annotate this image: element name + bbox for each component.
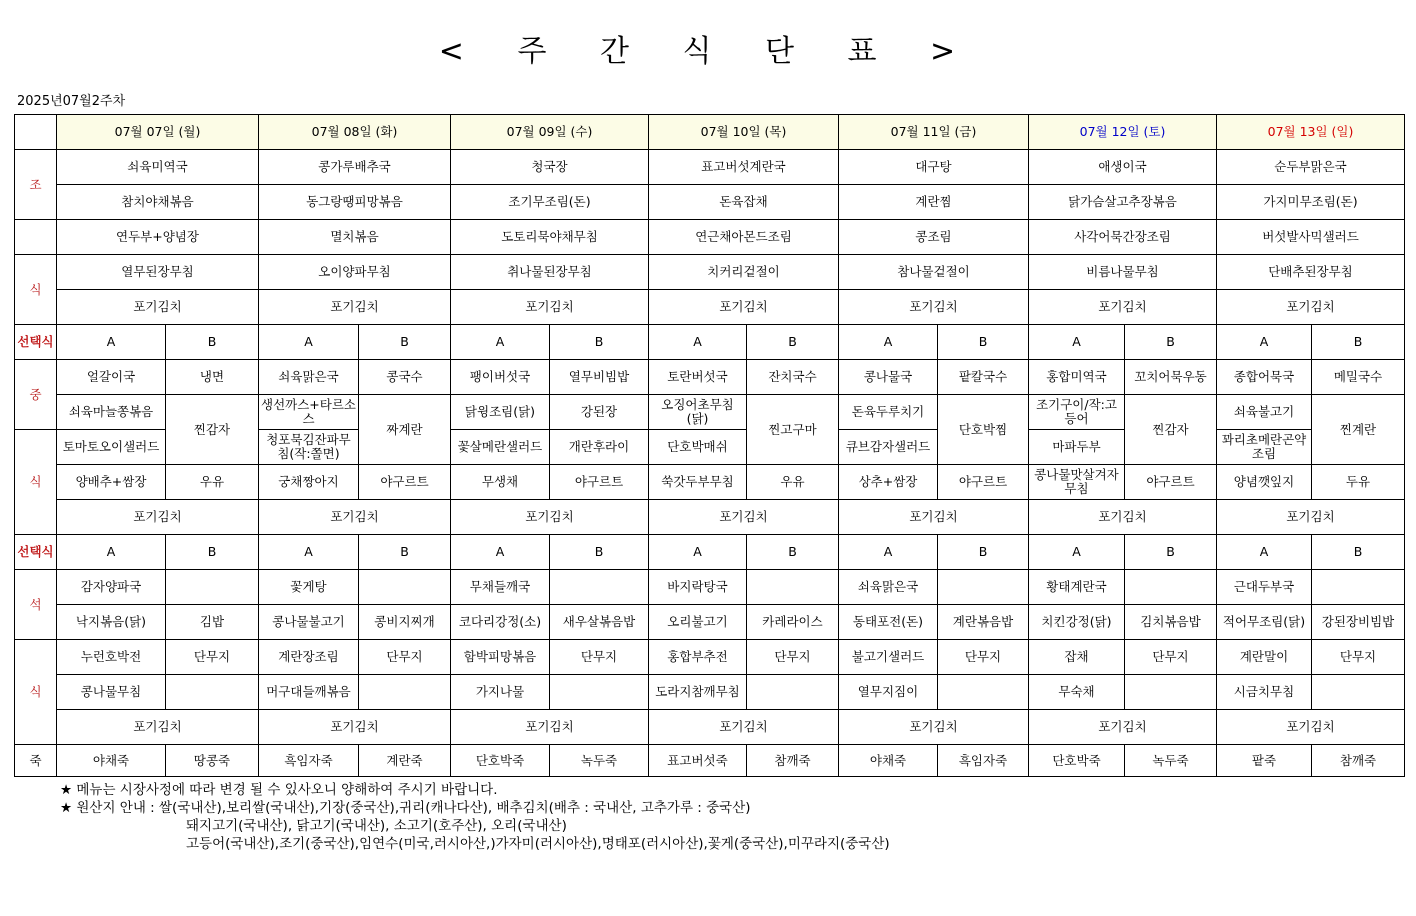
lunch-kimchi: 포기김치 — [451, 500, 649, 535]
option-a-label: A — [649, 325, 747, 360]
dinner-item-a: 동태포전(돈) — [839, 605, 938, 640]
dinner-item-b: 단무지 — [359, 640, 451, 675]
lunch-item-a: 토마토오이샐러드 — [57, 430, 166, 465]
porridge-item: 단호박죽 — [451, 745, 550, 777]
notes — [60, 781, 890, 853]
lunch-item-b: 야구르트 — [359, 465, 451, 500]
lunch-item-a: 돈육두루치기 — [839, 395, 938, 430]
lunch-item-b: 야구르트 — [1125, 465, 1217, 500]
lunch-item-a: 양념깻잎지 — [1217, 465, 1312, 500]
category-breakfast: 조 — [15, 150, 57, 220]
dinner-item-a: 머구대들깨볶음 — [259, 675, 359, 710]
option-a-label: A — [1029, 325, 1125, 360]
day-header: 07월 10일 (목) — [649, 115, 839, 150]
dinner-item-b-empty — [1312, 675, 1405, 710]
lunch-item-b: 찐감자 — [1125, 395, 1217, 465]
option-b-label: B — [747, 535, 839, 570]
dinner-item-b: 콩비지찌개 — [359, 605, 451, 640]
porridge-item: 단호박죽 — [1029, 745, 1125, 777]
category-lunch: 중 — [15, 360, 57, 430]
option-b-label: B — [1125, 325, 1217, 360]
lunch-kimchi: 포기김치 — [57, 500, 259, 535]
lunch-item-a: 무생채 — [451, 465, 550, 500]
lunch-item-a: 종합어묵국 — [1217, 360, 1312, 395]
breakfast-item: 동그랑땡피망볶음 — [259, 185, 451, 220]
breakfast-item: 버섯발사믹샐러드 — [1217, 220, 1405, 255]
breakfast-item: 순두부맑은국 — [1217, 150, 1405, 185]
lunch-item-a: 조기구이/작:고등어 — [1029, 395, 1125, 430]
note-line: 고등어(국내산),조기(중국산),임연수(미국,러시아산,)가자미(러시아산),명태포(러시아산),꽃게(중국산),미꾸라지(중국산) — [186, 836, 890, 852]
dinner-item-b-empty — [166, 675, 259, 710]
lunch-kimchi: 포기김치 — [839, 500, 1029, 535]
breakfast-item: 열무된장무침 — [57, 255, 259, 290]
dinner-kimchi: 포기김치 — [839, 710, 1029, 745]
porridge-item: 표고버섯죽 — [649, 745, 747, 777]
breakfast-item: 도토리묵야채무침 — [451, 220, 649, 255]
breakfast-item: 연두부+양념장 — [57, 220, 259, 255]
lunch-item-a: 토란버섯국 — [649, 360, 747, 395]
lunch-item-b: 찐계란 — [1312, 395, 1405, 465]
lunch-kimchi: 포기김치 — [649, 500, 839, 535]
dinner-item-a: 적어무조림(닭) — [1217, 605, 1312, 640]
lunch-item-b: 우유 — [166, 465, 259, 500]
lunch-item-b: 단호박찜 — [938, 395, 1029, 465]
dinner-item-a: 가지나물 — [451, 675, 550, 710]
breakfast-item: 포기김치 — [57, 290, 259, 325]
option-a-label: A — [259, 325, 359, 360]
lunch-item-a: 팽이버섯국 — [451, 360, 550, 395]
option-a-label: A — [259, 535, 359, 570]
lunch-item-a: 궁채짱아지 — [259, 465, 359, 500]
breakfast-item: 멸치볶음 — [259, 220, 451, 255]
breakfast-item: 취나물된장무침 — [451, 255, 649, 290]
porridge-item: 흑임자죽 — [938, 745, 1029, 777]
lunch-item-a: 오징어초무침(닭) — [649, 395, 747, 430]
breakfast-item: 포기김치 — [649, 290, 839, 325]
breakfast-item: 포기김치 — [1029, 290, 1217, 325]
lunch-item-a: 상추+쌈장 — [839, 465, 938, 500]
dinner-item-b: 강된장비빔밥 — [1312, 605, 1405, 640]
breakfast-item: 포기김치 — [259, 290, 451, 325]
page-title: < 주 간 식 단 표 > — [438, 34, 978, 69]
breakfast-item: 대구탕 — [839, 150, 1029, 185]
note-line: 돼지고기(국내산), 닭고기(국내산), 소고기(호주산), 오리(국내산) — [186, 818, 567, 834]
dinner-item-a: 홍합부추전 — [649, 640, 747, 675]
dinner-item-b-empty — [359, 675, 451, 710]
option-b-label: B — [747, 325, 839, 360]
lunch-item-a: 큐브감자샐러드 — [839, 430, 938, 465]
breakfast-item: 포기김치 — [451, 290, 649, 325]
dinner-item-b: 단무지 — [938, 640, 1029, 675]
dinner-item-a: 불고기샐러드 — [839, 640, 938, 675]
lunch-kimchi: 포기김치 — [259, 500, 451, 535]
dinner-item-b-empty — [747, 675, 839, 710]
lunch-item-b: 개란후라이 — [550, 430, 649, 465]
dinner-item-b-empty — [550, 570, 649, 605]
dinner-item-a: 도라지참깨무침 — [649, 675, 747, 710]
option-b-label: B — [1312, 325, 1405, 360]
lunch-kimchi: 포기김치 — [1217, 500, 1405, 535]
category-lunch: 식 — [15, 430, 57, 535]
option-b-label: B — [550, 325, 649, 360]
dinner-item-a: 오리불고기 — [649, 605, 747, 640]
lunch-item-b: 짜계란 — [359, 395, 451, 465]
dinner-item-a: 바지락탕국 — [649, 570, 747, 605]
dinner-item-b: 단무지 — [166, 640, 259, 675]
dinner-item-b: 단무지 — [1312, 640, 1405, 675]
dinner-item-b: 단무지 — [747, 640, 839, 675]
dinner-item-a: 낙지볶음(닭) — [57, 605, 166, 640]
porridge-item: 참깨죽 — [1312, 745, 1405, 777]
option-b-label: B — [550, 535, 649, 570]
dinner-kimchi: 포기김치 — [1029, 710, 1217, 745]
day-header: 07월 08일 (화) — [259, 115, 451, 150]
lunch-item-a: 쇠육마늘쫑볶음 — [57, 395, 166, 430]
dinner-kimchi: 포기김치 — [259, 710, 451, 745]
lunch-item-a: 단호박매쉬 — [649, 430, 747, 465]
dinner-item-b-empty — [1125, 675, 1217, 710]
breakfast-item: 비름나물무침 — [1029, 255, 1217, 290]
lunch-item-a: 생선까스+타르소스 — [259, 395, 359, 430]
breakfast-item: 닭가슴살고추장볶음 — [1029, 185, 1217, 220]
dinner-item-b-empty — [938, 675, 1029, 710]
option-b-label: B — [1312, 535, 1405, 570]
lunch-item-a: 꽈리초메란곤약조림 — [1217, 430, 1312, 465]
lunch-item-a: 콩나물맛살겨자무침 — [1029, 465, 1125, 500]
note-line: ★ 원산지 안내 : 쌀(국내산),보리쌀(국내산),기장(중국산),귀리(캐나다산), 배추김치(배추 : 국내산, 고추가루 : 중국산) — [60, 800, 751, 816]
dinner-item-b-empty — [359, 570, 451, 605]
breakfast-item: 가지미무조림(돈) — [1217, 185, 1405, 220]
option-b-label: B — [1125, 535, 1217, 570]
day-header: 07월 07일 (월) — [57, 115, 259, 150]
dinner-item-b: 김치볶음밥 — [1125, 605, 1217, 640]
dinner-item-b-empty — [938, 570, 1029, 605]
breakfast-item: 참나물겉절이 — [839, 255, 1029, 290]
option-a-label: A — [1029, 535, 1125, 570]
category-porridge: 죽 — [15, 745, 57, 777]
breakfast-item: 쇠육미역국 — [57, 150, 259, 185]
dinner-item-a: 열무지짐이 — [839, 675, 938, 710]
lunch-item-b: 두유 — [1312, 465, 1405, 500]
lunch-item-b: 강된장 — [550, 395, 649, 430]
day-header: 07월 13일 (일) — [1217, 115, 1405, 150]
lunch-item-a: 콩나물국 — [839, 360, 938, 395]
lunch-item-b: 메밀국수 — [1312, 360, 1405, 395]
dinner-item-a: 치킨강정(닭) — [1029, 605, 1125, 640]
porridge-item: 녹두죽 — [1125, 745, 1217, 777]
option-b-label: B — [359, 535, 451, 570]
category-dinner: 식 — [15, 640, 57, 745]
lunch-item-a: 닭윙조림(닭) — [451, 395, 550, 430]
dinner-item-b-empty — [1125, 570, 1217, 605]
option-a-label: A — [451, 325, 550, 360]
breakfast-item: 사각어묵간장조림 — [1029, 220, 1217, 255]
breakfast-item: 애생이국 — [1029, 150, 1217, 185]
dinner-kimchi: 포기김치 — [1217, 710, 1405, 745]
note-line: ★ 메뉴는 시장사정에 따라 변경 될 수 있사오니 양해하여 주시기 바랍니다. — [60, 782, 498, 798]
lunch-item-a: 꽃살메란샐러드 — [451, 430, 550, 465]
porridge-item: 야채죽 — [839, 745, 938, 777]
option-a-label: A — [57, 325, 166, 360]
option-a-label: A — [649, 535, 747, 570]
option-a-label: A — [839, 325, 938, 360]
breakfast-item: 포기김치 — [1217, 290, 1405, 325]
lunch-item-b: 꼬치어묵우동 — [1125, 360, 1217, 395]
dinner-item-b: 새우살볶음밥 — [550, 605, 649, 640]
breakfast-item: 표고버섯계란국 — [649, 150, 839, 185]
dinner-item-b: 단무지 — [550, 640, 649, 675]
dinner-item-b-empty — [166, 570, 259, 605]
lunch-item-b: 야구르트 — [550, 465, 649, 500]
week-label: 2025년07월2주차 — [17, 94, 126, 109]
dinner-item-a: 계란장조림 — [259, 640, 359, 675]
breakfast-item: 단배추된장무침 — [1217, 255, 1405, 290]
lunch-item-a: 마파두부 — [1029, 430, 1125, 465]
dinner-item-a: 꽃게탕 — [259, 570, 359, 605]
lunch-item-b: 팥칼국수 — [938, 360, 1029, 395]
breakfast-item: 연근채아몬드조림 — [649, 220, 839, 255]
lunch-item-b: 찐감자 — [166, 395, 259, 465]
category-breakfast: 식 — [15, 255, 57, 325]
category-selection: 선택식 — [15, 535, 57, 570]
dinner-item-a: 황태계란국 — [1029, 570, 1125, 605]
dinner-item-a: 시금치무침 — [1217, 675, 1312, 710]
breakfast-item: 계란찜 — [839, 185, 1029, 220]
lunch-item-b: 찐고구마 — [747, 395, 839, 465]
dinner-item-b: 김밥 — [166, 605, 259, 640]
dinner-item-b-empty — [1312, 570, 1405, 605]
option-b-label: B — [166, 535, 259, 570]
dinner-kimchi: 포기김치 — [57, 710, 259, 745]
breakfast-item: 조기무조림(돈) — [451, 185, 649, 220]
breakfast-item: 콩가루배추국 — [259, 150, 451, 185]
porridge-item: 땅콩죽 — [166, 745, 259, 777]
option-a-label: A — [57, 535, 166, 570]
porridge-item: 참깨죽 — [747, 745, 839, 777]
category-dinner: 석 — [15, 570, 57, 640]
breakfast-item: 오이양파무침 — [259, 255, 451, 290]
dinner-kimchi: 포기김치 — [649, 710, 839, 745]
lunch-item-b: 야구르트 — [938, 465, 1029, 500]
breakfast-item: 참치야채볶음 — [57, 185, 259, 220]
category-selection: 선택식 — [15, 325, 57, 360]
breakfast-item: 돈육잡채 — [649, 185, 839, 220]
lunch-item-b: 우유 — [747, 465, 839, 500]
dinner-item-a: 잡채 — [1029, 640, 1125, 675]
dinner-item-a: 함박피망볶음 — [451, 640, 550, 675]
dinner-item-a: 쇠육맑은국 — [839, 570, 938, 605]
option-b-label: B — [359, 325, 451, 360]
weekly-menu-table — [14, 114, 1405, 777]
breakfast-item: 콩조림 — [839, 220, 1029, 255]
option-a-label: A — [1217, 535, 1312, 570]
porridge-item: 흑임자죽 — [259, 745, 359, 777]
option-a-label: A — [1217, 325, 1312, 360]
dinner-item-b: 카레라이스 — [747, 605, 839, 640]
day-header: 07월 12일 (토) — [1029, 115, 1217, 150]
day-header: 07월 11일 (금) — [839, 115, 1029, 150]
lunch-item-a: 홍합미역국 — [1029, 360, 1125, 395]
lunch-item-a: 쇠육맑은국 — [259, 360, 359, 395]
porridge-item: 야채죽 — [57, 745, 166, 777]
lunch-item-a: 얼갈이국 — [57, 360, 166, 395]
lunch-item-a: 양배추+쌈장 — [57, 465, 166, 500]
breakfast-item: 포기김치 — [839, 290, 1029, 325]
breakfast-item: 청국장 — [451, 150, 649, 185]
option-b-label: B — [166, 325, 259, 360]
lunch-item-a: 쑥갓두부무침 — [649, 465, 747, 500]
lunch-item-b: 잔치국수 — [747, 360, 839, 395]
lunch-item-a: 쇠육불고기 — [1217, 395, 1312, 430]
porridge-item: 팥죽 — [1217, 745, 1312, 777]
dinner-kimchi: 포기김치 — [451, 710, 649, 745]
lunch-item-b: 냉면 — [166, 360, 259, 395]
dinner-item-a: 계란말이 — [1217, 640, 1312, 675]
category-breakfast-mid — [15, 220, 57, 255]
dinner-item-a: 근대두부국 — [1217, 570, 1312, 605]
dinner-item-b: 단무지 — [1125, 640, 1217, 675]
dinner-item-a: 무채들깨국 — [451, 570, 550, 605]
dinner-item-a: 감자양파국 — [57, 570, 166, 605]
option-b-label: B — [938, 535, 1029, 570]
lunch-item-b: 열무비빔밥 — [550, 360, 649, 395]
option-b-label: B — [938, 325, 1029, 360]
dinner-item-a: 콩나물불고기 — [259, 605, 359, 640]
option-a-label: A — [451, 535, 550, 570]
dinner-item-b-empty — [550, 675, 649, 710]
lunch-item-a: 청포묵김잔파무침(작:쫄면) — [259, 430, 359, 465]
lunch-item-b: 콩국수 — [359, 360, 451, 395]
dinner-item-b-empty — [747, 570, 839, 605]
day-header: 07월 09일 (수) — [451, 115, 649, 150]
breakfast-item: 치커리겉절이 — [649, 255, 839, 290]
corner-cell — [15, 115, 57, 150]
dinner-item-b: 계란볶음밥 — [938, 605, 1029, 640]
option-a-label: A — [839, 535, 938, 570]
porridge-item: 녹두죽 — [550, 745, 649, 777]
dinner-item-a: 코다리강정(소) — [451, 605, 550, 640]
porridge-item: 계란죽 — [359, 745, 451, 777]
dinner-item-a: 무숙채 — [1029, 675, 1125, 710]
dinner-item-a: 누런호박전 — [57, 640, 166, 675]
lunch-kimchi: 포기김치 — [1029, 500, 1217, 535]
dinner-item-a: 콩나물무침 — [57, 675, 166, 710]
